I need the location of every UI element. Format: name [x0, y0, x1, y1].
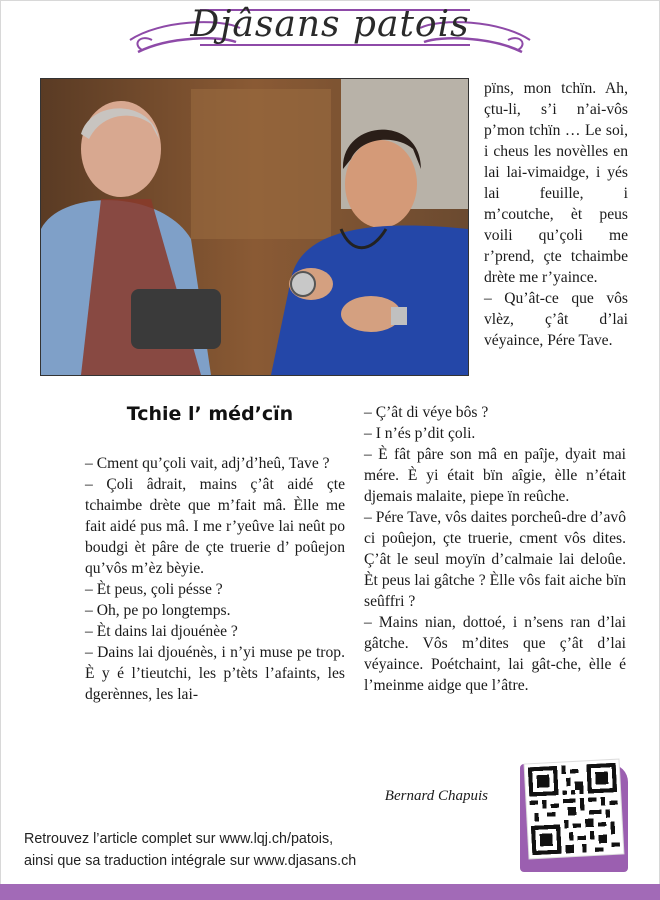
masthead — [0, 0, 660, 70]
article-photo — [40, 78, 469, 376]
paragraph: – Èt dains lai djouénèe ? — [85, 623, 238, 640]
bottom-accent-bar — [0, 884, 660, 900]
footer-line[interactable]: ainsi que sa traduction intégrale sur www.djasans.ch — [24, 853, 357, 869]
paragraph: – Çoli âdrait, mains ç’ât aidé çte tchaimbe drète que m’fait mâ. Èlle me fait aidé pus mâ. I me r’yeûve lai neût po boudgi èt pâre de çte truerie d’ poûejon qu’vôs m’èz bèyie. — [85, 476, 345, 577]
doctor-patient-illustration — [41, 79, 468, 375]
footer-line[interactable]: Retrouvez l’article complet sur www.lqj.ch/patois, — [24, 831, 334, 847]
paragraph: pïns, mon tchïn. Ah, çtu-li, s’i n’ai-vôs p’mon tchïn … Le soi, i cheus les novèlles en lai lai-vimaidge, i yés lai feuille, i m’coutche, èt peus voili qu’çoli me r’prend, çte tchaimbe drète me r’yaince. — [484, 80, 628, 286]
paragraph: – Oh, pe po longtemps. — [85, 602, 231, 619]
paragraph: – Pére Tave, vôs daites porcheû-dre d’avô ci poûejon, çte truerie, cment vôs dites. Ç’ât le seul moyïn d’calmaie lai deloûe. Èt peus lai gâtche ? Èlle vôs fait aiche bïn seûffri ? — [364, 509, 626, 610]
paragraph: – Qu’ât-ce que vôs vlèz, ç’ât d’lai véyaince, Pére Tave. — [484, 290, 628, 349]
article-column-top-right — [484, 78, 628, 351]
paragraph: – Ç’ât di véye bôs ? — [364, 404, 489, 421]
paragraph: – Mains nian, dottoé, i n’sens ran d’lai gâtche. Vôs m’dites que ç’ât d’lai véyaince. Poétchaint, lai gât-che, èlle é l’meinme aidge que l’âtre. — [364, 614, 626, 694]
qr-code-icon[interactable] — [525, 760, 624, 859]
masthead-title: Djâsans patois — [190, 4, 470, 45]
article-title: Tchie l’ méd’cïn — [126, 403, 294, 425]
article-column-left — [85, 453, 345, 705]
footer-note — [24, 828, 444, 872]
paragraph: – Dains lai djouénès, i n’yi muse pe trop. È y é l’tieutchi, les p’tèts l’afaints, les dgerènnes, les lai- — [85, 644, 345, 703]
article-author: Bernard Chapuis — [384, 788, 488, 804]
paragraph: – I n’és p’dit çoli. — [364, 425, 476, 442]
article-column-right — [364, 402, 626, 696]
paragraph: – È fât pâre son mâ en paîje, dyait mai mére. È yi était bïn aîgie, èlle n’était djemais malaite, piepe ïn reûche. — [364, 446, 626, 505]
paragraph: – Èt peus, çoli pésse ? — [85, 581, 223, 598]
paragraph: – Cment qu’çoli vait, adj’d’heû, Tave ? — [85, 455, 330, 472]
